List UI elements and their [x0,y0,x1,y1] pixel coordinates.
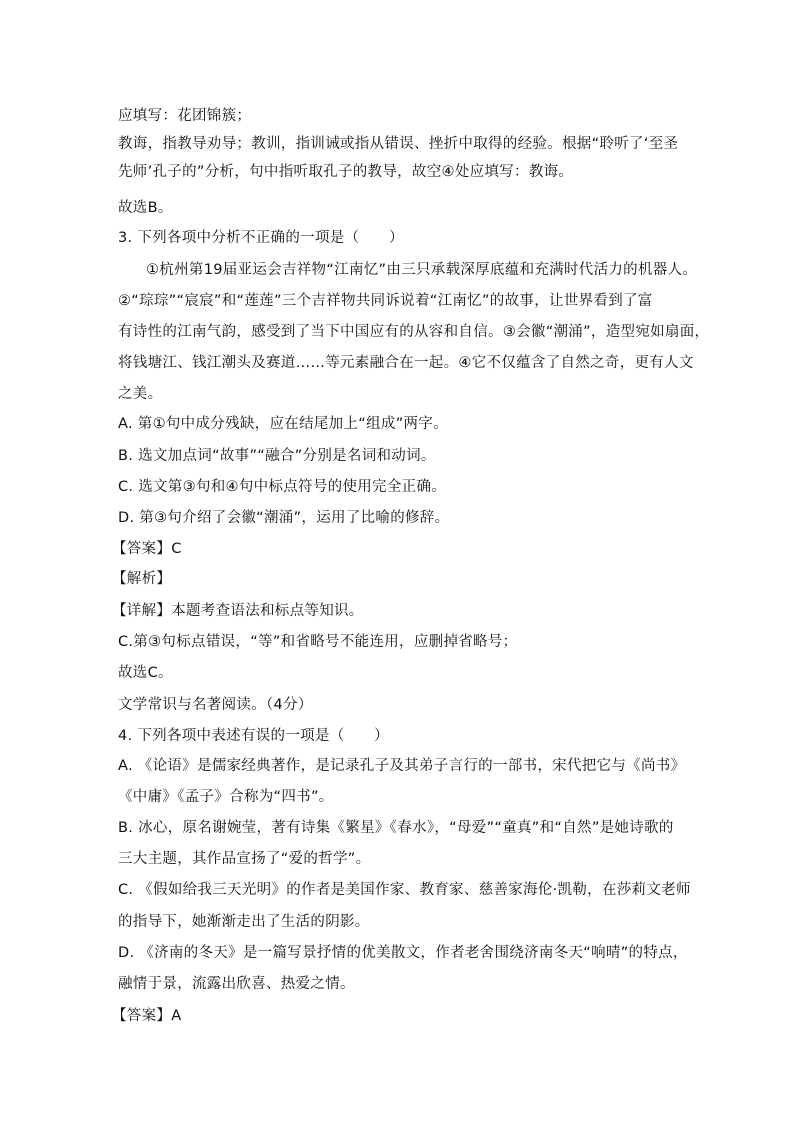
option-d: D. 第③句介绍了会徽“潮涌”，运用了比喻的修辞。 [118,510,450,526]
option-a-cont: 《中庸》《孟子》合称为“四书”。 [118,789,334,805]
passage-line: 之美。 [118,386,163,402]
answer-label: 【答案】C [112,541,182,557]
passage-line: ②“琮琮”“宸宸”和“莲莲”三个吉祥物共同诉说着“江南忆”的故事，让世界看到了富 [118,293,653,309]
section-heading: 文学常识与名著阅读。（4分） [118,697,313,713]
question-3-title: 3. 下列各项中分析不正确的一项是（ ） [118,230,404,246]
option-c: C. 《假如给我三天光明》的作者是美国作家、教育家、慈善家海伦·凯勒，在莎莉文老师 [118,882,691,898]
text-line: 故选B。 [118,200,173,216]
option-b-cont: 三大主题，其作品宣扬了“爱的哲学”。 [118,851,371,867]
option-d-cont: 融情于景，流露出欣喜、热爱之情。 [118,976,355,992]
passage-line: 有诗性的江南气韵，感受到了当下中国应有的从容和自信。③会徽“潮涌”，造型宛如扇面， [118,324,710,340]
passage-line: 将钱塘江、钱江潮头及赛道……等元素融合在一起。④它不仅蕴含了自然之奇，更有人文 [118,355,694,371]
option-b: B. 冰心，原名谢婉莹，著有诗集《繁星》《春水》，“母爱”“童真”和“自然”是她诗歌的 [118,820,674,836]
option-d: D. 《济南的冬天》是一篇写景抒情的优美散文，作者老舍围绕济南冬天“响晴”的特点， [118,945,688,961]
text-line: 教诲，指教导劝导；教训，指训诫或指从错误、挫折中取得的经验。根据“聆听了‘至圣 [118,136,679,152]
passage-line: ①杭州第19届亚运会吉祥物“江南忆”由三只承载深厚底蕴和充满时代活力的机器人。 [146,262,698,278]
option-c-cont: 的指导下，她渐渐走出了生活的阴影。 [118,914,370,930]
option-a: A. 第①句中成分残缺，应在结尾加上“组成”两字。 [118,416,448,432]
question-4-title: 4. 下列各项中表述有误的一项是（ ） [118,728,389,744]
text-line: 故选C。 [118,665,173,681]
analysis-label: 【解析】 [112,571,172,587]
text-line: 应填写：花团锦簇； [118,108,252,124]
detail-line: 【详解】本题考查语法和标点等知识。 [112,603,364,619]
option-b: B. 选文加点词“故事”“融合”分别是名词和动词。 [118,448,436,464]
text-line: C.第③句标点错误，“等”和省略号不能连用，应删掉省略号； [118,634,518,650]
option-a: A. 《论语》是儒家经典著作，是记录孔子及其弟子言行的一部书，宋代把它与《尚书》 [118,758,686,774]
answer-label: 【答案】A [112,1008,182,1024]
text-line: 先师’孔子的”分析，句中指听取孔子的教导，故空④处应填写：教诲。 [118,164,574,180]
option-c: C. 选文第③句和④句中标点符号的使用完全正确。 [118,479,447,495]
